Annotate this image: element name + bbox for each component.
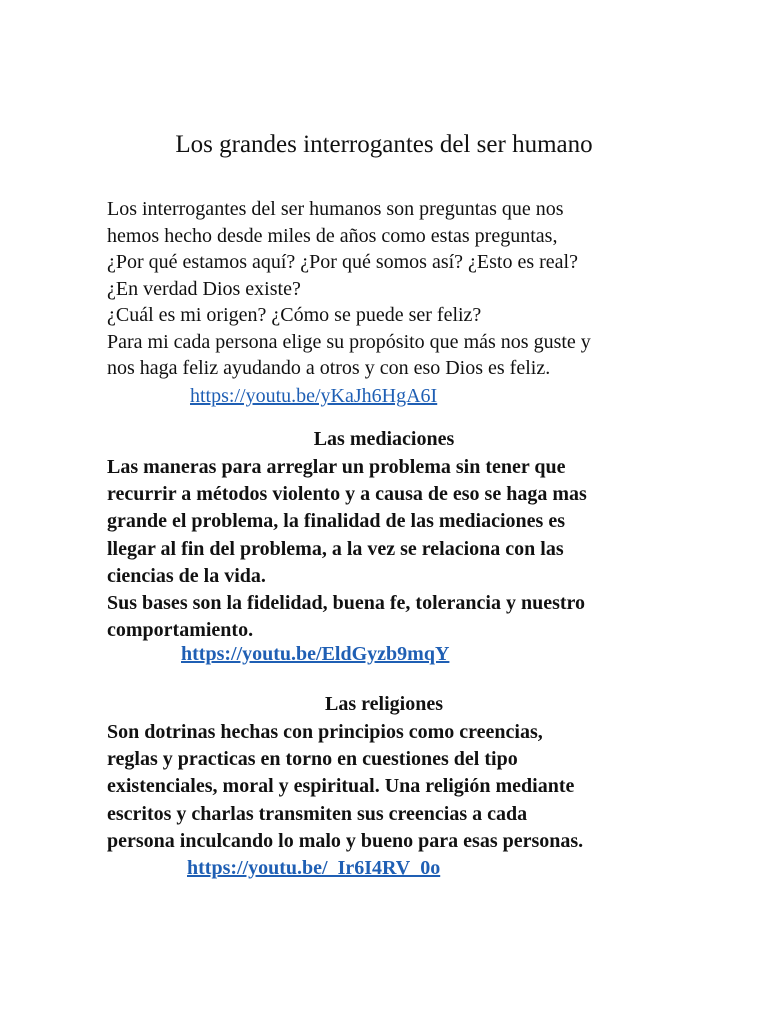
intro-line: ¿Cuál es mi origen? ¿Cómo se puede ser feliz?: [107, 304, 482, 326]
intro-line: ¿Por qué estamos aquí? ¿Por qué somos así? ¿Esto es real?: [107, 251, 578, 273]
religiones-line: escritos y charlas transmiten sus creencias a cada: [107, 802, 528, 825]
mediaciones-line: Las maneras para arreglar un problema sin tener que: [107, 456, 566, 478]
religiones-heading: Las religiones: [325, 693, 443, 715]
document-title: Los grandes interrogantes del ser humano: [175, 131, 593, 158]
religiones-line: existenciales, moral y espiritual. Una religión mediante: [107, 775, 575, 798]
mediaciones-paragraph: [107, 454, 667, 644]
mediaciones-line: llegar al fin del problema, a la vez se relaciona con las: [107, 537, 564, 560]
mediaciones-line: Sus bases son la fidelidad, buena fe, tolerancia y nuestro: [107, 592, 586, 615]
intro-paragraph: [107, 196, 667, 382]
religiones-line: reglas y practicas en torno en cuestiones del tipo: [107, 748, 518, 771]
intro-line: ¿En verdad Dios existe?: [107, 277, 301, 300]
intro-line: Los interrogantes del ser humanos son preguntas que nos: [107, 198, 564, 220]
mediaciones-line: comportamiento.: [107, 619, 254, 642]
intro-line: nos haga feliz ayudando a otros y con eso Dios es feliz.: [107, 357, 551, 379]
mediaciones-line: ciencias de la vida.: [107, 564, 266, 587]
intro-video-link[interactable]: https://youtu.be/yKaJh6HgA6I: [190, 385, 438, 407]
intro-line: hemos hecho desde miles de años como estas preguntas,: [107, 224, 558, 247]
mediaciones-line: recurrir a métodos violento y a causa de eso se haga mas: [107, 483, 587, 506]
religiones-paragraph: [107, 719, 667, 855]
religiones-line: Son dotrinas hechas con principios como creencias,: [107, 721, 543, 743]
intro-line: Para mi cada persona elige su propósito que más nos guste y: [107, 330, 591, 353]
religiones-line: persona inculcando lo malo y bueno para esas personas.: [107, 829, 584, 852]
mediaciones-video-link[interactable]: https://youtu.be/EldGyzb9mqY: [181, 643, 450, 665]
religiones-video-link[interactable]: https://youtu.be/_Ir6I4RV_0o: [187, 857, 441, 879]
mediaciones-heading: Las mediaciones: [313, 428, 455, 450]
mediaciones-line: grande el problema, la finalidad de las mediaciones es: [107, 510, 565, 533]
